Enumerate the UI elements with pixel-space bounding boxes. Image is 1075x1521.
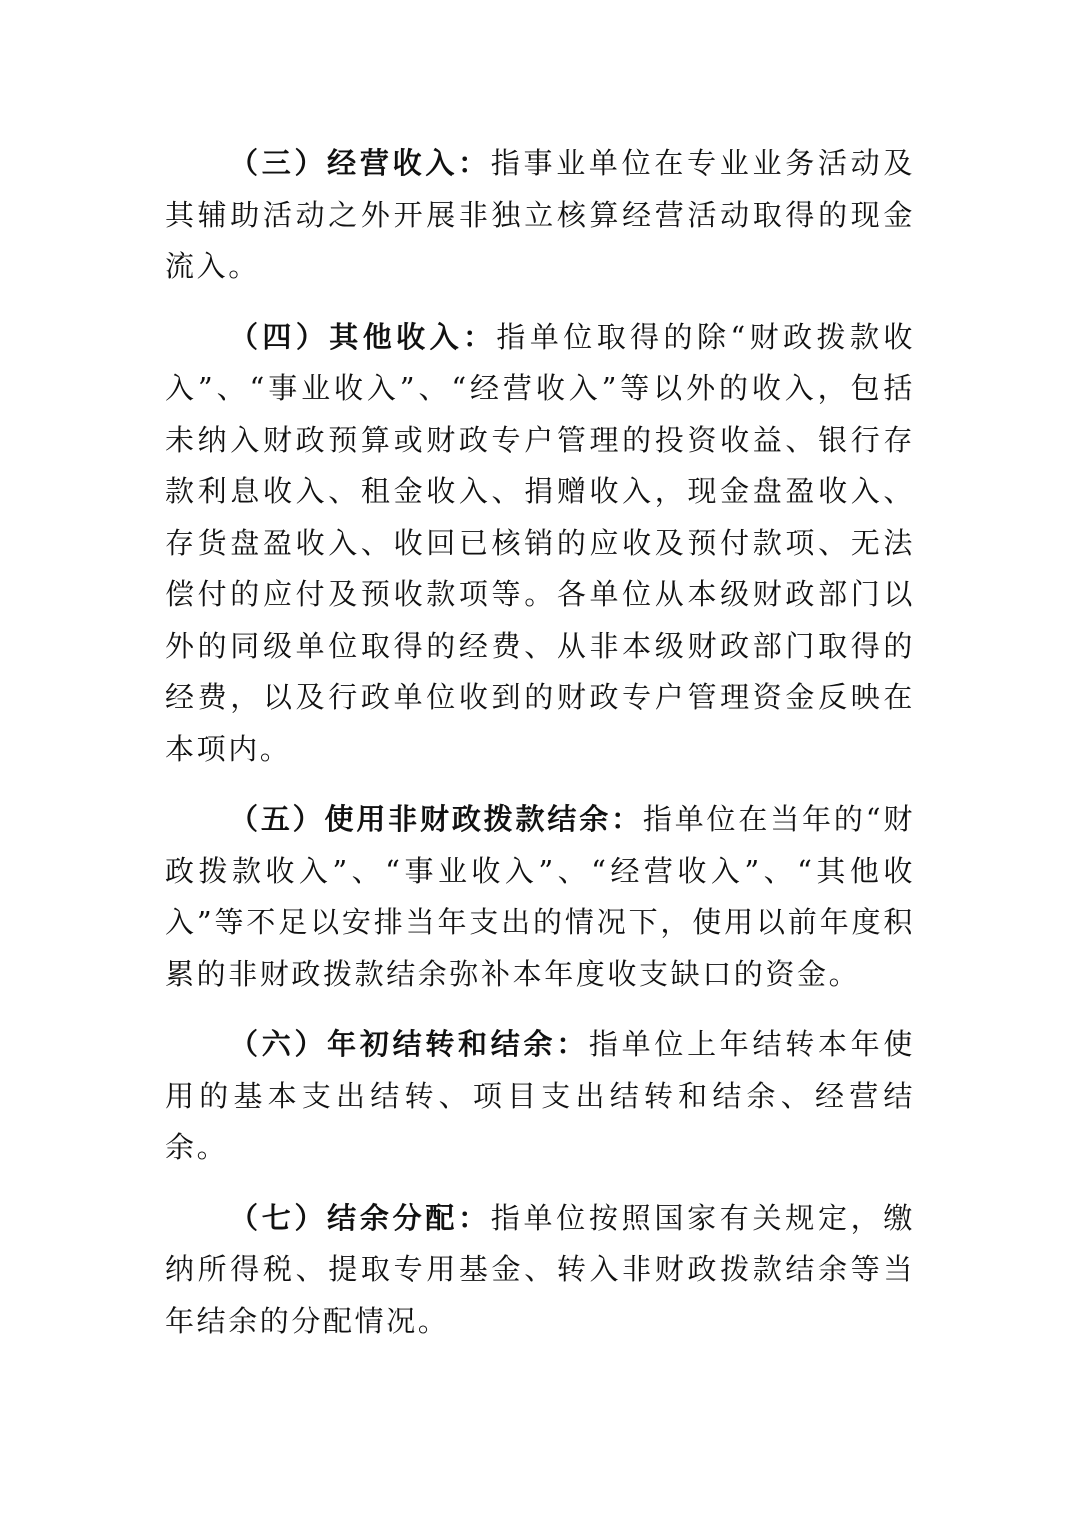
paragraph-operating-income: [165, 138, 915, 293]
term-non-fiscal-balance: （五）使用非财政拨款结余：: [229, 802, 643, 836]
paragraph-non-fiscal-balance: [165, 794, 915, 1000]
definition-other-income: 指单位取得的除“财政拨款收入”、“事业收入”、“经营收入”等以外的收入，包括未纳入财政预算或财政专户管理的投资收益、银行存款利息收入、租金收入、捐赠收入，现金盘盈收入、存货盘盈收入、收回已核销的应收及预付款项、无法偿付的应付及预收款项等。各单位从本级财政部门以外的同级单位取得的经费、从非本级财政部门取得的经费，以及行政单位收到的财政专户管理资金反映在本项内。: [165, 319, 915, 766]
document-page: [165, 138, 915, 1347]
term-operating-income: （三）经营收入：: [229, 146, 491, 180]
term-other-income: （四）其他收入：: [229, 319, 497, 354]
term-carryover-balance: （六）年初结转和结余：: [229, 1027, 589, 1061]
paragraph-other-income: [165, 312, 915, 776]
paragraph-surplus-distribution: [165, 1193, 915, 1348]
definition-non-fiscal-balance: 指单位在当年的“财政拨款收入”、“事业收入”、“经营收入”、“其他收入”等不足以安排当年支出的情况下，使用以前年度积累的非财政拨款结余弥补本年度收支缺口的资金。: [165, 802, 915, 991]
paragraph-carryover-balance: [165, 1019, 915, 1174]
term-surplus-distribution: （七）结余分配：: [229, 1200, 491, 1235]
definition-carryover-balance: 指单位上年结转本年使用的基本支出结转、项目支出结转和结余、经营结余。: [165, 1027, 915, 1164]
definition-surplus-distribution: 指单位按照国家有关规定，缴纳所得税、提取专用基金、转入非财政拨款结余等当年结余的分配情况。: [165, 1200, 915, 1338]
definition-operating-income: 指事业单位在专业业务活动及其辅助活动之外开展非独立核算经营活动取得的现金流入。: [165, 146, 915, 283]
